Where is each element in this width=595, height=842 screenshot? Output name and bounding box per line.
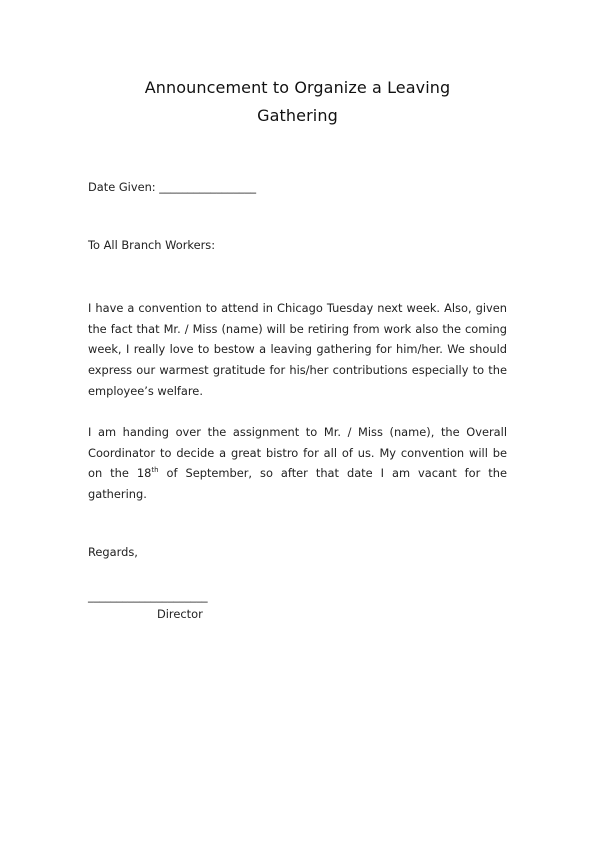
ordinal-suffix: th: [151, 466, 159, 475]
signature-title: Director: [157, 607, 203, 621]
date-blank: _________________: [159, 180, 257, 194]
title-line-1: Announcement to Organize a Leaving: [144, 78, 451, 97]
signature-line: _____________________: [88, 589, 208, 603]
title-line-2: Gathering: [257, 106, 338, 125]
salutation: To All Branch Workers:: [88, 238, 216, 252]
paragraph-1: I have a convention to attend in Chicago Tuesday next week. Also, given the fact that Mr. / Miss (name) will be retiring from work also the coming week, I really love to bestow a leaving gathering for him/her. We should express our warmest gratitude for his/her contributions especially to the employee’s welfare.: [88, 301, 507, 398]
paragraph-2-part-1: I am handing over the assignment to Mr. / Miss (name), the Overall Coordinator to decide a great bistro for all of us. My convention will be on the 18: [88, 425, 507, 481]
date-line: [88, 177, 507, 198]
date-label: Date Given:: [88, 180, 156, 194]
closing: Regards,: [88, 545, 138, 559]
paragraph-2: [88, 422, 507, 505]
document-title: [0, 74, 595, 130]
paragraph-2-part-2: of September, so after that date I am vacant for the gathering.: [88, 466, 507, 502]
